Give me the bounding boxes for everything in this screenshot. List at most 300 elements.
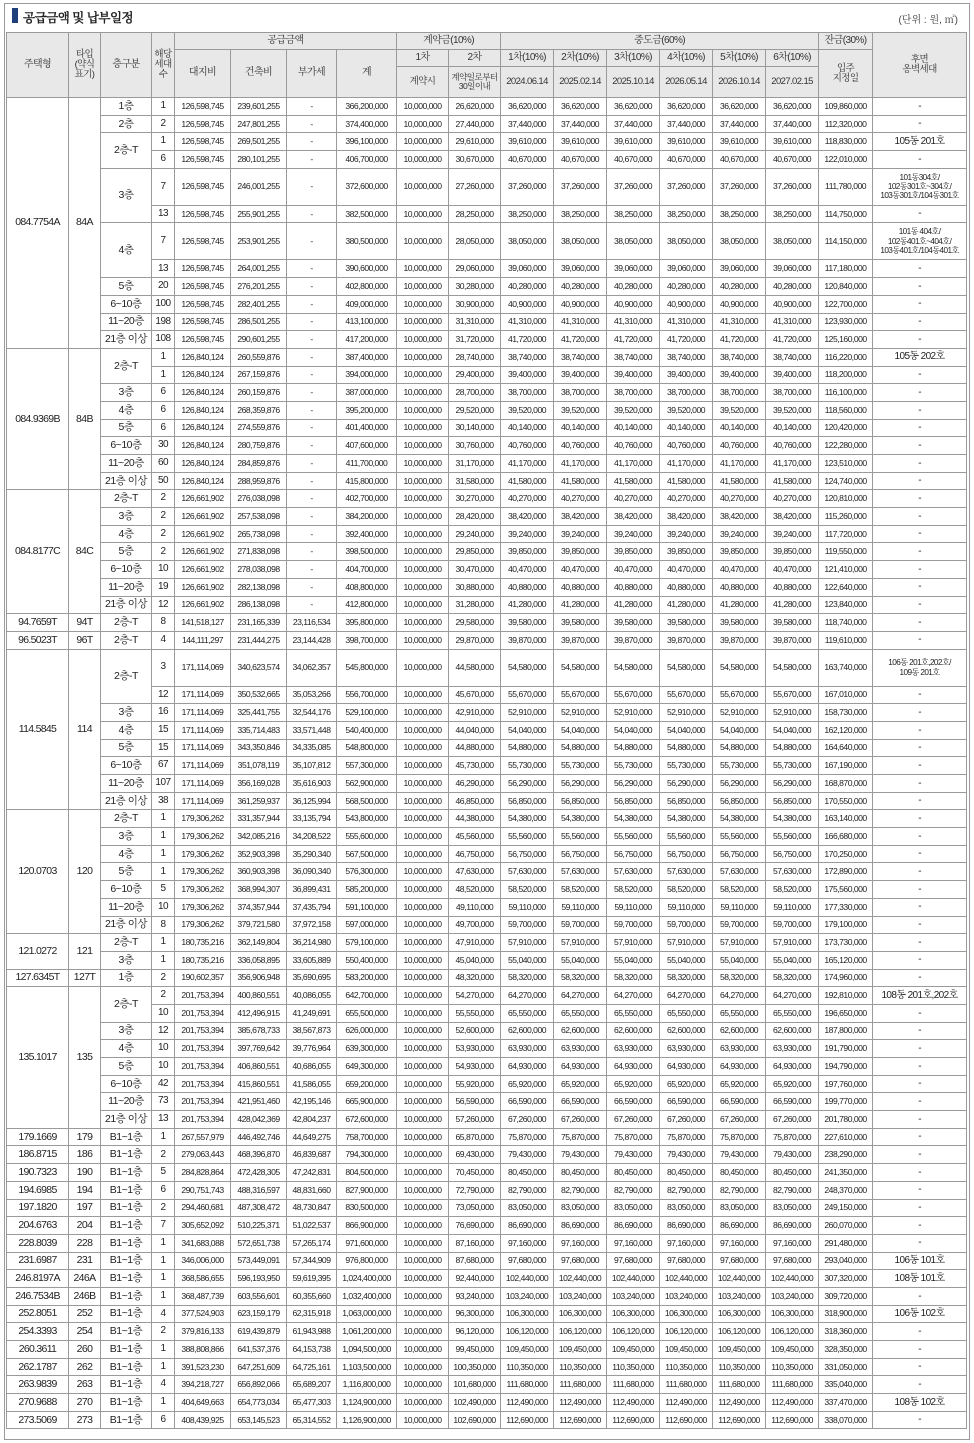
table-row <box>7 969 967 987</box>
floor-group-cell: 4층 <box>101 721 152 739</box>
total-price-cell: 398,500,000 <box>337 543 397 561</box>
units-cell: 1 <box>152 1341 175 1359</box>
interim-6-cell: 39,240,000 <box>766 525 819 543</box>
interim-6-cell: 39,870,000 <box>766 631 819 649</box>
interim-2-cell: 38,700,000 <box>554 384 607 402</box>
interim-4-cell: 55,560,000 <box>660 828 713 846</box>
rear-wall-unit-cell: - <box>873 151 967 169</box>
interim-6-cell: 65,920,000 <box>766 1075 819 1093</box>
interim-2-cell: 57,630,000 <box>554 863 607 881</box>
vat-cell: - <box>287 401 337 419</box>
interim-4-cell: 54,040,000 <box>660 721 713 739</box>
deposit-2-cell: 44,580,000 <box>449 649 501 686</box>
interim-3-cell: 97,160,000 <box>607 1234 660 1252</box>
interim-2-cell: 40,900,000 <box>554 295 607 313</box>
interim-3-cell: 62,600,000 <box>607 1022 660 1040</box>
table-row <box>7 649 967 686</box>
col-mid5-date: 2026.10.14 <box>713 67 766 98</box>
col-total: 계 <box>337 50 397 98</box>
interim-6-cell: 38,050,000 <box>766 223 819 260</box>
vat-cell: 37,435,794 <box>287 898 337 916</box>
rear-wall-unit-cell: - <box>873 828 967 846</box>
deposit-1-cell: 10,000,000 <box>397 508 449 526</box>
interim-1-cell: 40,270,000 <box>501 490 554 508</box>
interim-2-cell: 55,560,000 <box>554 828 607 846</box>
col-mid2-date: 2025.02.14 <box>554 67 607 98</box>
interim-2-cell: 79,430,000 <box>554 1146 607 1164</box>
building-price-cell: 653,145,523 <box>231 1411 287 1429</box>
deposit-2-cell: 30,470,000 <box>449 561 501 579</box>
building-price-cell: 340,623,574 <box>231 649 287 686</box>
building-price-cell: 239,601,255 <box>231 98 287 116</box>
deposit-1-cell: 10,000,000 <box>397 1341 449 1359</box>
floor-group-cell: 11~20층 <box>101 455 152 473</box>
land-price-cell: 179,306,262 <box>175 828 231 846</box>
total-price-cell: 827,900,000 <box>337 1181 397 1199</box>
interim-1-cell: 83,050,000 <box>501 1199 554 1217</box>
building-price-cell: 356,169,028 <box>231 775 287 793</box>
housing-type-cell: 252.8051 <box>7 1305 69 1323</box>
balance-cell: 166,680,000 <box>819 828 873 846</box>
housing-type-cell: 273.5069 <box>7 1411 69 1429</box>
land-price-cell: 201,753,394 <box>175 1004 231 1022</box>
land-price-cell: 126,661,902 <box>175 490 231 508</box>
balance-cell: 338,070,000 <box>819 1411 873 1429</box>
table-row <box>7 631 967 649</box>
interim-2-cell: 39,240,000 <box>554 525 607 543</box>
balance-cell: 116,220,000 <box>819 348 873 366</box>
interim-5-cell: 54,380,000 <box>713 810 766 828</box>
interim-5-cell: 39,610,000 <box>713 133 766 151</box>
total-price-cell: 1,103,500,000 <box>337 1358 397 1376</box>
table-row <box>7 934 967 952</box>
interim-5-cell: 109,450,000 <box>713 1341 766 1359</box>
interim-1-cell: 38,250,000 <box>501 205 554 223</box>
interim-1-cell: 102,440,000 <box>501 1270 554 1288</box>
units-cell: 10 <box>152 1004 175 1022</box>
interim-5-cell: 38,250,000 <box>713 205 766 223</box>
deposit-1-cell: 10,000,000 <box>397 1146 449 1164</box>
deposit-1-cell: 10,000,000 <box>397 525 449 543</box>
total-price-cell: 392,400,000 <box>337 525 397 543</box>
interim-3-cell: 102,440,000 <box>607 1270 660 1288</box>
deposit-1-cell: 10,000,000 <box>397 384 449 402</box>
rear-wall-unit-cell: 106동 201호,202호/ 109동 201호 <box>873 649 967 686</box>
interim-5-cell: 102,440,000 <box>713 1270 766 1288</box>
floor-group-cell: 21층 이상 <box>101 792 152 810</box>
deposit-2-cell: 29,580,000 <box>449 614 501 632</box>
housing-type-cell: 179.1669 <box>7 1128 69 1146</box>
total-price-cell: 406,700,000 <box>337 151 397 169</box>
deposit-2-cell: 93,240,000 <box>449 1287 501 1305</box>
interim-2-cell: 41,310,000 <box>554 313 607 331</box>
housing-type-cell: 231.6987 <box>7 1252 69 1270</box>
housing-type-cell: 94.7659T <box>7 614 69 632</box>
land-price-cell: 126,598,745 <box>175 278 231 296</box>
building-price-cell: 352,903,398 <box>231 845 287 863</box>
col-type-short: 타입 (약식 표기) <box>69 33 101 98</box>
units-cell: 30 <box>152 437 175 455</box>
interim-3-cell: 55,670,000 <box>607 686 660 704</box>
rear-wall-unit-cell: - <box>873 543 967 561</box>
interim-4-cell: 56,850,000 <box>660 792 713 810</box>
building-price-cell: 257,538,098 <box>231 508 287 526</box>
land-price-cell: 290,751,743 <box>175 1181 231 1199</box>
units-cell: 1 <box>152 1394 175 1412</box>
interim-4-cell: 75,870,000 <box>660 1128 713 1146</box>
building-price-cell: 415,860,551 <box>231 1075 287 1093</box>
total-price-cell: 545,800,000 <box>337 649 397 686</box>
interim-5-cell: 36,620,000 <box>713 98 766 116</box>
units-cell: 16 <box>152 704 175 722</box>
type-short-cell: 84B <box>69 348 101 490</box>
deposit-1-cell: 10,000,000 <box>397 828 449 846</box>
floor-group-cell: 11~20층 <box>101 775 152 793</box>
interim-1-cell: 41,170,000 <box>501 455 554 473</box>
interim-4-cell: 106,300,000 <box>660 1305 713 1323</box>
interim-6-cell: 106,120,000 <box>766 1323 819 1341</box>
units-cell: 6 <box>152 151 175 169</box>
interim-3-cell: 82,790,000 <box>607 1181 660 1199</box>
interim-6-cell: 40,900,000 <box>766 295 819 313</box>
interim-5-cell: 41,280,000 <box>713 596 766 614</box>
table-row <box>7 775 967 793</box>
interim-5-cell: 82,790,000 <box>713 1181 766 1199</box>
balance-cell: 112,320,000 <box>819 115 873 133</box>
deposit-1-cell: 10,000,000 <box>397 757 449 775</box>
deposit-1-cell: 10,000,000 <box>397 1394 449 1412</box>
interim-5-cell: 62,600,000 <box>713 1022 766 1040</box>
table-row <box>7 1323 967 1341</box>
land-price-cell: 126,598,745 <box>175 205 231 223</box>
interim-1-cell: 40,900,000 <box>501 295 554 313</box>
interim-6-cell: 54,580,000 <box>766 649 819 686</box>
interim-3-cell: 40,470,000 <box>607 561 660 579</box>
balance-cell: 165,120,000 <box>819 951 873 969</box>
vat-cell: - <box>287 313 337 331</box>
interim-4-cell: 39,870,000 <box>660 631 713 649</box>
interim-6-cell: 56,750,000 <box>766 845 819 863</box>
land-price-cell: 284,828,864 <box>175 1164 231 1182</box>
deposit-1-cell: 10,000,000 <box>397 366 449 384</box>
col-interim: 중도금(60%) <box>501 33 819 50</box>
interim-2-cell: 41,580,000 <box>554 472 607 490</box>
total-price-cell: 402,800,000 <box>337 278 397 296</box>
col-vat: 부가세 <box>287 50 337 98</box>
table-row <box>7 1164 967 1182</box>
floor-group-cell: B1~1층 <box>101 1341 152 1359</box>
interim-3-cell: 38,050,000 <box>607 223 660 260</box>
floor-group-cell: 3층 <box>101 828 152 846</box>
housing-type-cell: 194.6985 <box>7 1181 69 1199</box>
table-row <box>7 1305 967 1323</box>
building-price-cell: 641,537,376 <box>231 1341 287 1359</box>
interim-5-cell: 55,670,000 <box>713 686 766 704</box>
interim-3-cell: 54,380,000 <box>607 810 660 828</box>
building-price-cell: 385,678,733 <box>231 1022 287 1040</box>
interim-2-cell: 38,250,000 <box>554 205 607 223</box>
rear-wall-unit-cell: - <box>873 1376 967 1394</box>
floor-group-cell: 2층-T <box>101 631 152 649</box>
deposit-1-cell: 10,000,000 <box>397 987 449 1005</box>
land-price-cell: 126,598,745 <box>175 223 231 260</box>
vat-cell: 57,344,909 <box>287 1252 337 1270</box>
deposit-1-cell: 10,000,000 <box>397 792 449 810</box>
building-price-cell: 271,838,098 <box>231 543 287 561</box>
table-row <box>7 614 967 632</box>
type-short-cell: 252 <box>69 1305 101 1323</box>
interim-1-cell: 41,310,000 <box>501 313 554 331</box>
interim-3-cell: 57,630,000 <box>607 863 660 881</box>
type-short-cell: 273 <box>69 1411 101 1429</box>
table-row <box>7 313 967 331</box>
building-price-cell: 255,901,255 <box>231 205 287 223</box>
interim-1-cell: 55,040,000 <box>501 951 554 969</box>
rear-wall-unit-cell: - <box>873 1058 967 1076</box>
table-row <box>7 1411 967 1429</box>
building-price-cell: 487,308,472 <box>231 1199 287 1217</box>
deposit-2-cell: 30,760,000 <box>449 437 501 455</box>
interim-6-cell: 37,260,000 <box>766 168 819 205</box>
interim-2-cell: 106,120,000 <box>554 1323 607 1341</box>
interim-5-cell: 65,920,000 <box>713 1075 766 1093</box>
interim-5-cell: 106,300,000 <box>713 1305 766 1323</box>
vat-cell: 42,804,237 <box>287 1111 337 1129</box>
land-price-cell: 179,306,262 <box>175 863 231 881</box>
deposit-2-cell: 42,910,000 <box>449 704 501 722</box>
units-cell: 1 <box>152 845 175 863</box>
land-price-cell: 171,114,069 <box>175 775 231 793</box>
building-price-cell: 356,906,948 <box>231 969 287 987</box>
deposit-2-cell: 29,400,000 <box>449 366 501 384</box>
interim-1-cell: 54,040,000 <box>501 721 554 739</box>
building-price-cell: 406,860,551 <box>231 1058 287 1076</box>
table-row <box>7 578 967 596</box>
floor-group-cell: 5층 <box>101 543 152 561</box>
deposit-1-cell: 10,000,000 <box>397 775 449 793</box>
total-price-cell: 417,200,000 <box>337 331 397 349</box>
interim-3-cell: 111,680,000 <box>607 1376 660 1394</box>
floor-group-cell: 4층 <box>101 525 152 543</box>
interim-4-cell: 59,110,000 <box>660 898 713 916</box>
interim-6-cell: 39,520,000 <box>766 401 819 419</box>
interim-2-cell: 54,580,000 <box>554 649 607 686</box>
balance-cell: 123,930,000 <box>819 313 873 331</box>
floor-group-cell: 21층 이상 <box>101 331 152 349</box>
floor-group-cell: 3층 <box>101 1022 152 1040</box>
building-price-cell: 623,159,179 <box>231 1305 287 1323</box>
interim-6-cell: 41,720,000 <box>766 331 819 349</box>
housing-type-cell: 263.9839 <box>7 1376 69 1394</box>
interim-3-cell: 64,930,000 <box>607 1058 660 1076</box>
total-price-cell: 407,600,000 <box>337 437 397 455</box>
interim-1-cell: 38,700,000 <box>501 384 554 402</box>
interim-3-cell: 37,260,000 <box>607 168 660 205</box>
interim-1-cell: 58,520,000 <box>501 881 554 899</box>
balance-cell: 227,610,000 <box>819 1128 873 1146</box>
vat-cell: 57,265,174 <box>287 1234 337 1252</box>
floor-group-cell: 2층-T <box>101 649 152 704</box>
balance-cell: 115,260,000 <box>819 508 873 526</box>
land-price-cell: 126,598,745 <box>175 295 231 313</box>
deposit-1-cell: 10,000,000 <box>397 295 449 313</box>
table-row <box>7 596 967 614</box>
table-row <box>7 98 967 116</box>
col-dep1: 1차 <box>397 50 449 67</box>
floor-group-cell: B1~1층 <box>101 1252 152 1270</box>
deposit-1-cell: 10,000,000 <box>397 969 449 987</box>
col-mid6: 6차(10%) <box>766 50 819 67</box>
balance-cell: 167,010,000 <box>819 686 873 704</box>
building-price-cell: 282,138,098 <box>231 578 287 596</box>
land-price-cell: 126,840,124 <box>175 419 231 437</box>
col-mid1-date: 2024.06.14 <box>501 67 554 98</box>
interim-2-cell: 58,520,000 <box>554 881 607 899</box>
table-header <box>7 33 967 98</box>
land-price-cell: 279,063,443 <box>175 1146 231 1164</box>
housing-type-cell: 127.6345T <box>7 969 69 987</box>
floor-group-cell: 21층 이상 <box>101 472 152 490</box>
interim-6-cell: 67,260,000 <box>766 1111 819 1129</box>
rear-wall-unit-cell: - <box>873 686 967 704</box>
units-cell: 2 <box>152 115 175 133</box>
interim-3-cell: 38,250,000 <box>607 205 660 223</box>
interim-5-cell: 55,040,000 <box>713 951 766 969</box>
interim-2-cell: 80,450,000 <box>554 1164 607 1182</box>
vat-cell: 51,022,537 <box>287 1217 337 1235</box>
rear-wall-unit-cell: - <box>873 1093 967 1111</box>
total-price-cell: 555,600,000 <box>337 828 397 846</box>
deposit-1-cell: 10,000,000 <box>397 721 449 739</box>
units-cell: 2 <box>152 543 175 561</box>
rear-wall-unit-cell: 106동 101호 <box>873 1252 967 1270</box>
interim-5-cell: 40,140,000 <box>713 419 766 437</box>
units-cell: 2 <box>152 1323 175 1341</box>
interim-4-cell: 56,750,000 <box>660 845 713 863</box>
interim-4-cell: 102,440,000 <box>660 1270 713 1288</box>
interim-6-cell: 39,060,000 <box>766 260 819 278</box>
interim-2-cell: 112,490,000 <box>554 1394 607 1412</box>
deposit-1-cell: 10,000,000 <box>397 1323 449 1341</box>
interim-4-cell: 37,440,000 <box>660 115 713 133</box>
building-price-cell: 596,193,950 <box>231 1270 287 1288</box>
units-cell: 60 <box>152 455 175 473</box>
deposit-1-cell: 10,000,000 <box>397 490 449 508</box>
floor-group-cell: 4층 <box>101 401 152 419</box>
vat-cell: - <box>287 472 337 490</box>
interim-1-cell: 38,740,000 <box>501 348 554 366</box>
deposit-1-cell: 10,000,000 <box>397 98 449 116</box>
building-price-cell: 374,357,944 <box>231 898 287 916</box>
type-short-cell: 194 <box>69 1181 101 1199</box>
interim-2-cell: 39,060,000 <box>554 260 607 278</box>
interim-4-cell: 39,850,000 <box>660 543 713 561</box>
total-price-cell: 626,000,000 <box>337 1022 397 1040</box>
units-cell: 1 <box>152 934 175 952</box>
interim-1-cell: 112,690,000 <box>501 1411 554 1429</box>
building-price-cell: 231,165,339 <box>231 614 287 632</box>
interim-2-cell: 54,380,000 <box>554 810 607 828</box>
interim-6-cell: 75,870,000 <box>766 1128 819 1146</box>
interim-1-cell: 56,290,000 <box>501 775 554 793</box>
units-cell: 10 <box>152 898 175 916</box>
units-cell: 15 <box>152 739 175 757</box>
land-price-cell: 144,111,297 <box>175 631 231 649</box>
interim-3-cell: 66,590,000 <box>607 1093 660 1111</box>
interim-1-cell: 97,160,000 <box>501 1234 554 1252</box>
land-price-cell: 368,586,655 <box>175 1270 231 1288</box>
deposit-2-cell: 45,040,000 <box>449 951 501 969</box>
type-short-cell: 246B <box>69 1287 101 1305</box>
interim-6-cell: 37,440,000 <box>766 115 819 133</box>
interim-3-cell: 83,050,000 <box>607 1199 660 1217</box>
land-price-cell: 126,661,902 <box>175 543 231 561</box>
land-price-cell: 171,114,069 <box>175 704 231 722</box>
deposit-1-cell: 10,000,000 <box>397 1093 449 1111</box>
type-short-cell: 262 <box>69 1358 101 1376</box>
interim-6-cell: 86,690,000 <box>766 1217 819 1235</box>
interim-3-cell: 56,290,000 <box>607 775 660 793</box>
deposit-1-cell: 10,000,000 <box>397 437 449 455</box>
interim-4-cell: 64,930,000 <box>660 1058 713 1076</box>
balance-cell: 158,730,000 <box>819 704 873 722</box>
rear-wall-unit-cell: - <box>873 1111 967 1129</box>
units-cell: 1 <box>152 1287 175 1305</box>
total-price-cell: 404,700,000 <box>337 561 397 579</box>
interim-5-cell: 38,050,000 <box>713 223 766 260</box>
interim-1-cell: 59,110,000 <box>501 898 554 916</box>
interim-6-cell: 57,630,000 <box>766 863 819 881</box>
deposit-2-cell: 28,250,000 <box>449 205 501 223</box>
table-row <box>7 525 967 543</box>
land-price-cell: 179,306,262 <box>175 810 231 828</box>
interim-4-cell: 39,520,000 <box>660 401 713 419</box>
floor-group-cell: 6~10층 <box>101 757 152 775</box>
interim-1-cell: 62,600,000 <box>501 1022 554 1040</box>
rear-wall-unit-cell: - <box>873 1217 967 1235</box>
interim-1-cell: 38,420,000 <box>501 508 554 526</box>
housing-type-cell: 114.5845 <box>7 649 69 810</box>
units-cell: 67 <box>152 757 175 775</box>
interim-1-cell: 41,280,000 <box>501 596 554 614</box>
floor-group-cell: 6~10층 <box>101 437 152 455</box>
deposit-1-cell: 10,000,000 <box>397 881 449 899</box>
units-cell: 1 <box>152 951 175 969</box>
table-row <box>7 721 967 739</box>
interim-4-cell: 37,260,000 <box>660 168 713 205</box>
interim-3-cell: 54,580,000 <box>607 649 660 686</box>
floor-group-cell: B1~1층 <box>101 1411 152 1429</box>
floor-group-cell: 3층 <box>101 168 152 223</box>
balance-cell: 122,640,000 <box>819 578 873 596</box>
interim-2-cell: 64,270,000 <box>554 987 607 1005</box>
units-cell: 12 <box>152 596 175 614</box>
vat-cell: 60,355,660 <box>287 1287 337 1305</box>
deposit-1-cell: 10,000,000 <box>397 561 449 579</box>
balance-cell: 162,120,000 <box>819 721 873 739</box>
rear-wall-unit-cell: - <box>873 881 967 899</box>
deposit-2-cell: 47,630,000 <box>449 863 501 881</box>
table-row <box>7 543 967 561</box>
building-price-cell: 336,058,895 <box>231 951 287 969</box>
deposit-2-cell: 69,430,000 <box>449 1146 501 1164</box>
total-price-cell: 1,061,200,000 <box>337 1323 397 1341</box>
table-row <box>7 863 967 881</box>
vat-cell: 40,686,055 <box>287 1058 337 1076</box>
total-price-cell: 387,000,000 <box>337 384 397 402</box>
balance-cell: 163,740,000 <box>819 649 873 686</box>
balance-cell: 187,800,000 <box>819 1022 873 1040</box>
